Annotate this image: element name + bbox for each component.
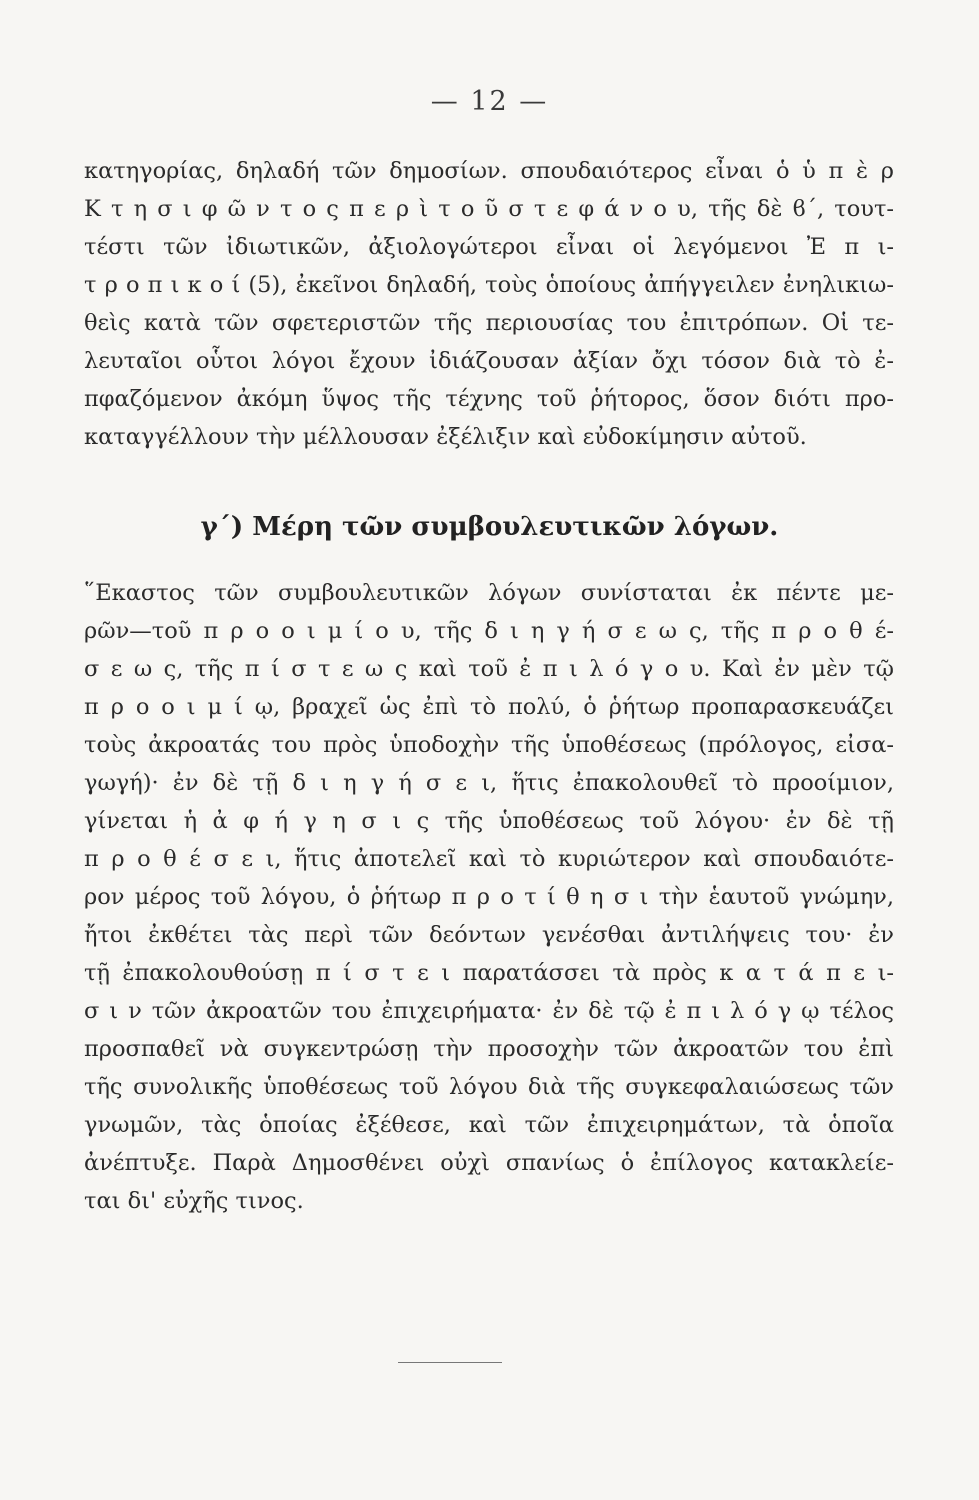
- text-line: τῆς συνολικῆς ὑποθέσεως τοῦ λόγου διὰ τῆς συγκεφαλαιώσεως τῶν: [84, 1074, 894, 1100]
- text-line: πφαζόμενον ἀκόμη ὕψος τῆς τέχνης τοῦ ῥήτορος, ὅσον διότι προ-: [84, 386, 894, 412]
- text-line: π ρ ο ο ι μ ί ῳ, βραχεῖ ὡς ἐπὶ τὸ πολύ, ὁ ῥήτωρ προπαρασκευάζει: [84, 694, 894, 720]
- text-line: ρον μέρος τοῦ λόγου, ὁ ῥήτωρ π ρ ο τ ί θ η σ ι τὴν ἑαυτοῦ γνώμην,: [84, 884, 894, 910]
- text-line: καταγγέλλουν τὴν μέλλουσαν ἐξέλιξιν καὶ εὐδοκίμησιν αὐτοῦ.: [84, 424, 807, 450]
- text-line: ρῶν—τοῦ π ρ ο ο ι μ ί ο υ, τῆς δ ι η γ ή σ ε ω ς, τῆς π ρ ο θ έ-: [84, 618, 894, 644]
- text-line: γωγή)· ἐν δὲ τῇ δ ι η γ ή σ ε ι, ἥτις ἐπακολουθεῖ τὸ προοίμιον,: [84, 770, 894, 796]
- text-line: π ρ ο θ έ σ ε ι, ἥτις ἀποτελεῖ καὶ τὸ κυριώτερον καὶ σπουδαιότε-: [84, 846, 894, 872]
- text-line: τ ρ ο π ι κ ο ί (5), ἐκεῖνοι δηλαδή, τοὺς ὁποίους ἀπήγγειλεν ἐνηλικιω-: [84, 272, 894, 298]
- text-line: τοὺς ἀκροατάς του πρὸς ὑποδοχὴν τῆς ὑποθέσεως (πρόλογος, εἰσα-: [84, 732, 894, 758]
- text-line: ῞Εκαστος τῶν συμβουλευτικῶν λόγων συνίσταται ἐκ πέντε με-: [84, 580, 894, 606]
- text-line: λευταῖοι οὗτοι λόγοι ἔχουν ἰδιάζουσαν ἀξίαν ὄχι τόσον διὰ τὸ ἐ-: [84, 348, 894, 374]
- text-line: κατηγορίας, δηλαδή τῶν δημοσίων. σπουδαιότερος εἶναι ὁ ὑ π ὲ ρ: [84, 158, 894, 184]
- page-number: — 12 —: [430, 86, 549, 117]
- paragraph-2: [84, 574, 894, 1220]
- text-line: ται δι' εὐχῆς τινος.: [84, 1188, 304, 1214]
- section-heading: γ΄) Μέρη τῶν συμβουλευτικῶν λόγων.: [200, 512, 779, 542]
- end-rule: [398, 1362, 502, 1363]
- text-line: τέστι τῶν ἰδιωτικῶν, ἀξιολογώτεροι εἶναι οἱ λεγόμενοι Ἐ π ι-: [84, 234, 894, 260]
- text-line: γίνεται ἡ ἀ φ ή γ η σ ι ς τῆς ὑποθέσεως τοῦ λόγου· ἐν δὲ τῇ: [84, 808, 894, 834]
- text-line: προσπαθεῖ νὰ συγκεντρώσῃ τὴν προσοχὴν τῶν ἀκροατῶν του ἐπὶ: [84, 1036, 894, 1062]
- text-line: σ ι ν τῶν ἀκροατῶν του ἐπιχειρήματα· ἐν δὲ τῷ ἐ π ι λ ό γ ῳ τέλος: [84, 998, 894, 1024]
- text-line: τῇ ἐπακολουθούσῃ π ί σ τ ε ι παρατάσσει τὰ πρὸς κ α τ ά π ε ι-: [84, 960, 894, 986]
- text-line: θεὶς κατὰ τῶν σφετεριστῶν τῆς περιουσίας του ἐπιτρόπων. Οἱ τε-: [84, 310, 894, 336]
- paragraph-1: [84, 152, 894, 456]
- text-line: γνωμῶν, τὰς ὁποίας ἐξέθεσε, καὶ τῶν ἐπιχειρημάτων, τὰ ὁποῖα: [84, 1112, 894, 1138]
- text-line: Κ τ η σ ι φ ῶ ν τ ο ς π ε ρ ὶ τ ο ῦ σ τ ε φ ά ν ο υ, τῆς δὲ ϐ΄, τουτ-: [84, 196, 894, 222]
- text-line: ἀνέπτυξε. Παρὰ Δημοσθένει οὐχὶ σπανίως ὁ ἐπίλογος κατακλείε-: [84, 1150, 894, 1176]
- text-line: σ ε ω ς, τῆς π ί σ τ ε ω ς καὶ τοῦ ἐ π ι λ ό γ ο υ. Καὶ ἐν μὲν τῷ: [84, 656, 894, 682]
- text-line: ἤτοι ἐκθέτει τὰς περὶ τῶν δεόντων γενέσθαι ἀντιλήψεις του· ἐν: [84, 922, 894, 948]
